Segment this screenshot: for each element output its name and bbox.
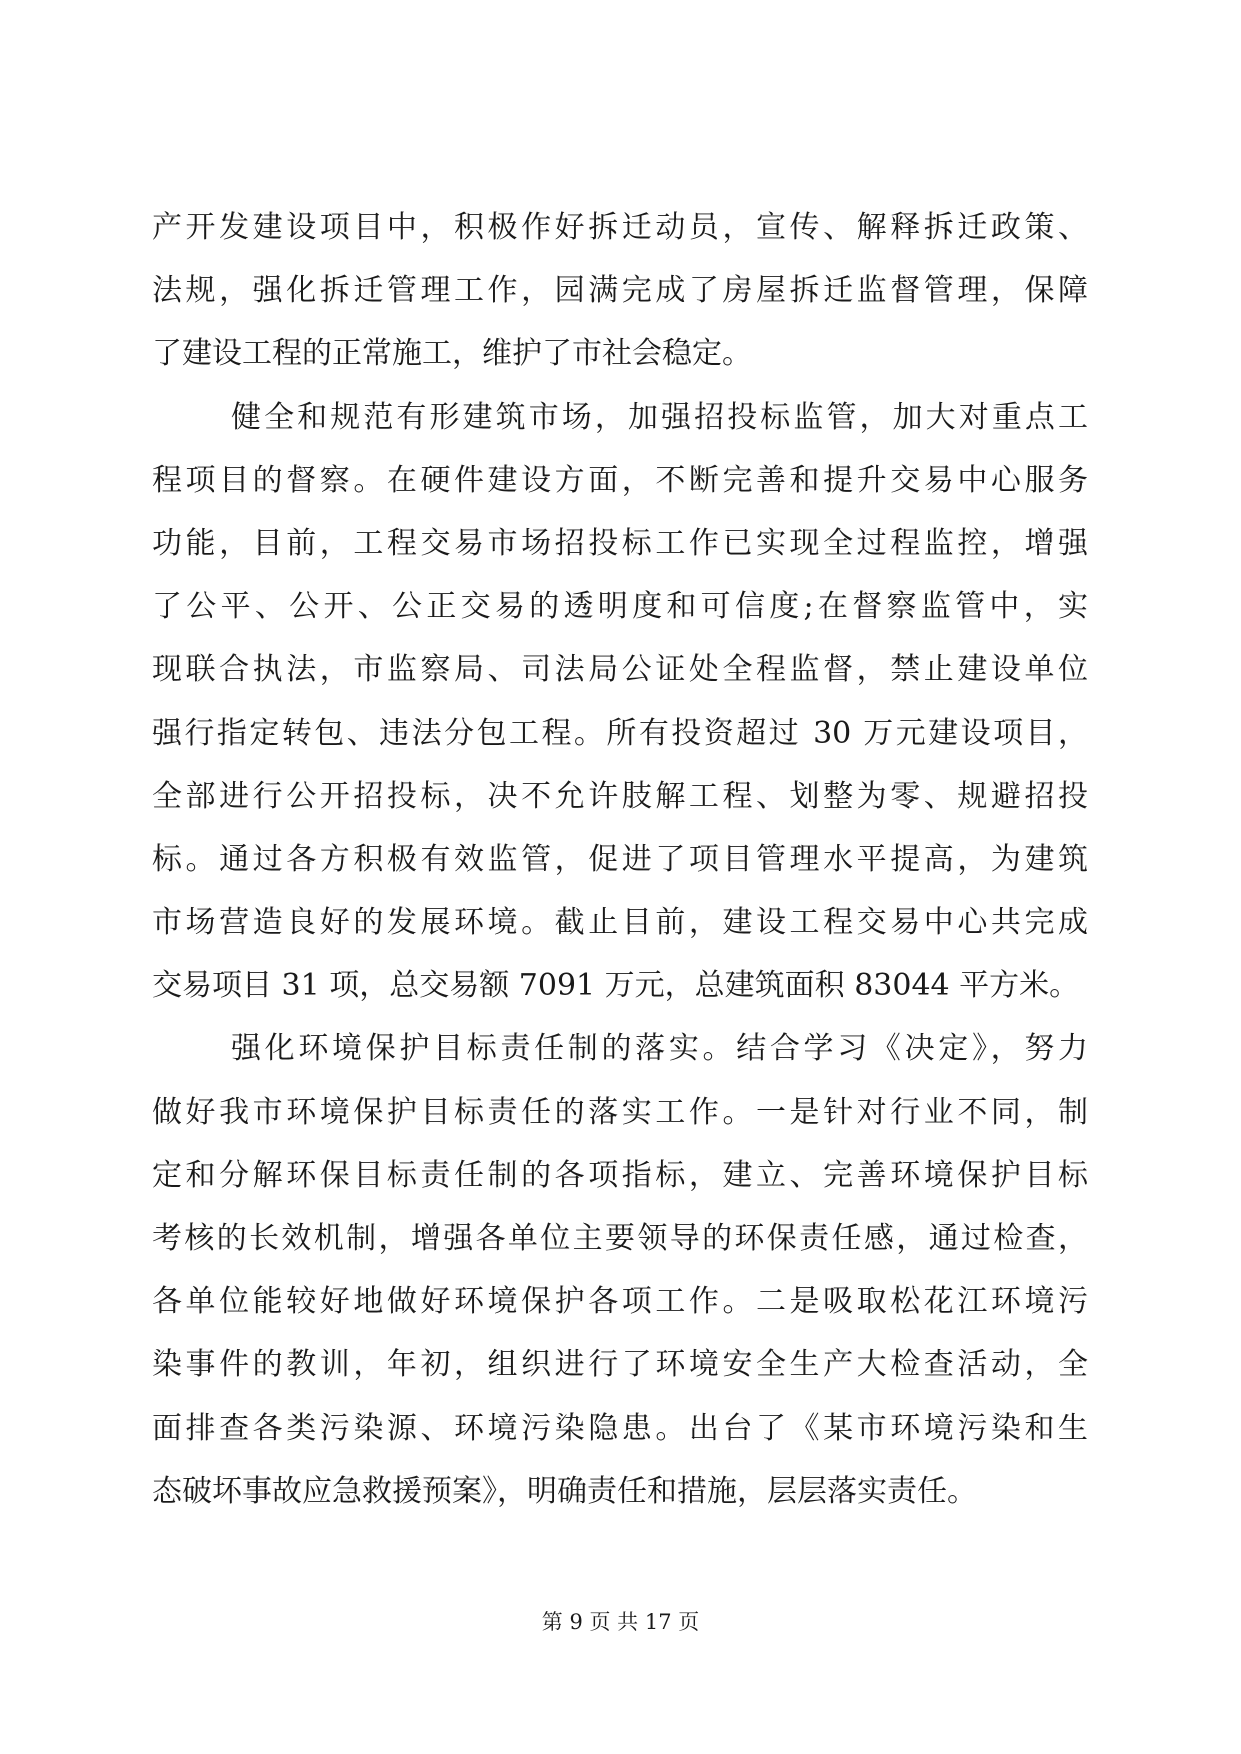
text-line: 市场营造良好的发展环境。截止目前，建设工程交易中心共完成 (152, 905, 1088, 941)
text-line: 态破坏事故应急救援预案》，明确责任和措施，层层落实责任。 (152, 1473, 977, 1509)
text-line: 程项目的督察。在硬件建设方面，不断完善和提升交易中心服务 (152, 462, 1088, 498)
text-line: 强行指定转包、违法分包工程。所有投资超过 30 万元建设项目， (152, 715, 1088, 751)
text-line: 全部进行公开招投标，决不允许肢解工程、划整为零、规避招投 (152, 778, 1088, 814)
text-line: 定和分解环保目标责任制的各项指标，建立、完善环境保护目标 (152, 1157, 1088, 1193)
text-line: 健全和规范有形建筑市场，加强招投标监管，加大对重点工 (231, 399, 1088, 435)
text-line: 了建设工程的正常施工，维护了市社会稳定。 (152, 336, 752, 372)
text-line: 考核的长效机制，增强各单位主要领导的环保责任感，通过检查， (152, 1221, 1088, 1256)
page-number-footer: 第 9 页 共 17 页 (541, 1610, 700, 1634)
text-line: 强化环境保护目标责任制的落实。结合学习《决定》，努力 (231, 1031, 1088, 1067)
text-line: 面排查各类污染源、环境污染隐患。出台了《某市环境污染和生 (152, 1410, 1088, 1446)
text-line: 现联合执法，市监察局、司法局公证处全程监督，禁止建设单位 (152, 652, 1088, 688)
text-line: 产开发建设项目中，积极作好拆迁动员，宣传、解释拆迁政策、 (152, 210, 1088, 245)
text-line: 各单位能较好地做好环境保护各项工作。二是吸取松花江环境污 (152, 1284, 1088, 1320)
text-line: 染事件的教训，年初，组织进行了环境安全生产大检查活动，全 (152, 1347, 1088, 1383)
text-line: 标。通过各方积极有效监管，促进了项目管理水平提高，为建筑 (152, 841, 1088, 877)
body-text (152, 196, 1088, 1523)
text-line: 功能，目前，工程交易市场招投标工作已实现全过程监控，增强 (152, 525, 1088, 561)
text-line: 做好我市环境保护目标责任的落实工作。一是针对行业不同，制 (152, 1094, 1088, 1130)
text-line: 法规，强化拆迁管理工作，园满完成了房屋拆迁监督管理，保障 (152, 273, 1088, 309)
text-line: 交易项目 31 项，总交易额 7091 万元，总建筑面积 83044 平方米。 (152, 968, 1080, 1004)
text-line: 了公平、公开、公正交易的透明度和可信度;在督察监管中，实 (152, 589, 1088, 625)
